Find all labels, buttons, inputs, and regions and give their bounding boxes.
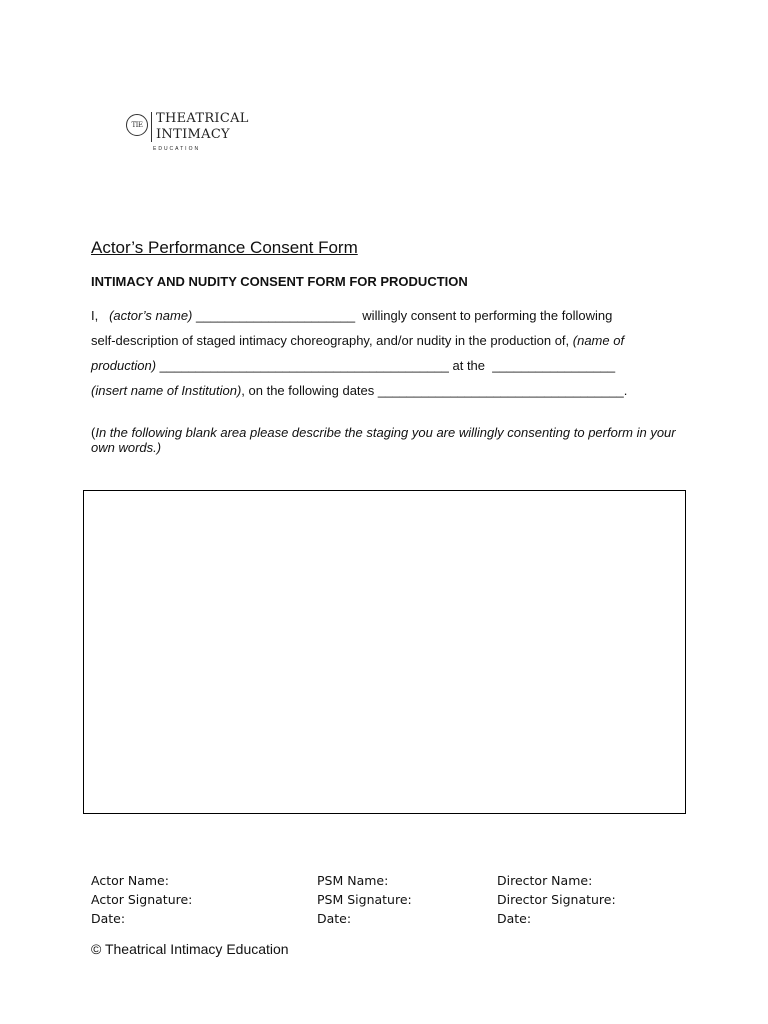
form-subtitle: INTIMACY AND NUDITY CONSENT FORM FOR PRODUCTION [91,274,468,289]
director-signature-block [497,871,616,928]
consent-line-3 [91,358,615,373]
logo-text-line2: INTIMACY [156,127,230,142]
logo-monogram-icon: TIE [126,114,148,136]
consent-line-1 [91,308,612,323]
director-date-label: Date: [497,911,532,926]
logo-text-line1: THEATRICAL [156,111,249,126]
director-name-label: Director Name: [497,873,593,888]
dates-text: , on the following dates [241,383,378,398]
line1-prefix: I, [91,308,110,323]
logo-subtext: EDUCATION [153,146,201,152]
form-title: Actor’s Performance Consent Form [91,238,358,257]
instructions-open-paren: ( [91,425,96,440]
staging-description-box[interactable] [83,490,686,814]
production-name-blank[interactable]: ________________________________________ [156,358,453,373]
actor-name-blank[interactable]: ______________________ [192,308,363,323]
instructions-text: In the following blank area please describe the staging you are willingly consenting to perform in your own words.) [91,425,676,455]
institution-blank[interactable]: _________________ [492,358,616,373]
consent-line-4 [91,383,627,398]
production-hint: production) [91,358,157,373]
consent-line-2 [91,333,624,348]
line2-text: self-description of staged intimacy choreography, and/or nudity in the production of, [91,333,573,348]
director-signature-label: Director Signature: [497,892,616,907]
actor-name-hint: (actor’s name) [109,308,193,323]
name-of-hint: (name of [572,333,625,348]
actor-signature-block [91,871,192,928]
actor-signature-label: Actor Signature: [91,892,193,907]
dates-blank[interactable]: __________________________________. [377,383,628,398]
theatrical-intimacy-education-logo [126,108,249,158]
psm-signature-label: PSM Signature: [317,892,412,907]
line1-suffix: willingly consent to performing the following [362,308,613,323]
psm-name-label: PSM Name: [317,873,389,888]
actor-name-label: Actor Name: [91,873,169,888]
psm-date-label: Date: [317,911,352,926]
institution-hint: (insert name of Institution) [91,383,242,398]
actor-date-label: Date: [91,911,126,926]
psm-signature-block [317,871,412,928]
at-the-text: at the [452,358,493,373]
description-instructions [91,425,691,455]
copyright-notice: © Theatrical Intimacy Education [91,941,289,957]
logo-divider [151,112,152,142]
